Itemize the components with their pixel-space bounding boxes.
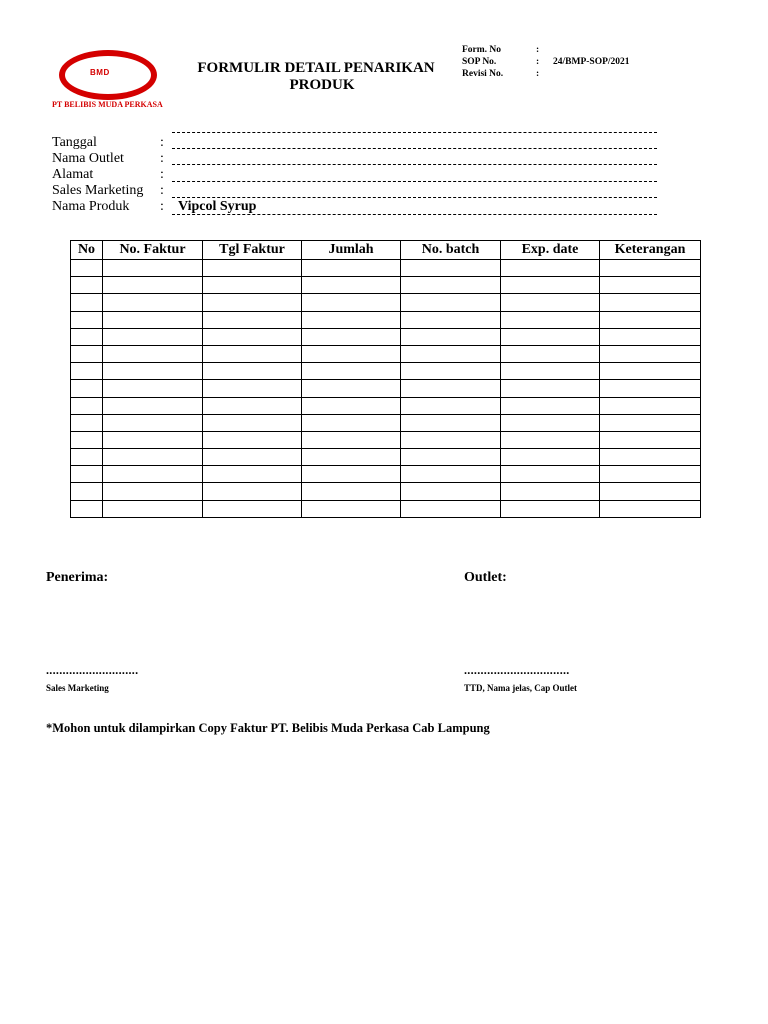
table-cell[interactable] [401, 277, 501, 294]
table-cell[interactable] [103, 328, 203, 345]
table-cell[interactable] [501, 466, 600, 483]
tanggal-field[interactable] [172, 148, 657, 149]
col-header-jumlah: Jumlah [302, 241, 401, 260]
table-cell[interactable] [600, 431, 701, 448]
sop-no-label: SOP No. [462, 57, 497, 67]
table-cell[interactable] [600, 466, 701, 483]
nama-outlet-field[interactable] [172, 164, 657, 165]
table-cell[interactable] [103, 500, 203, 517]
table-cell[interactable] [600, 328, 701, 345]
col-header-exp-date: Exp. date [501, 241, 600, 260]
table-cell[interactable] [302, 431, 401, 448]
table-cell[interactable] [71, 277, 103, 294]
table-cell[interactable] [203, 397, 302, 414]
table-cell[interactable] [501, 414, 600, 431]
table-cell[interactable] [501, 431, 600, 448]
table-cell[interactable] [401, 483, 501, 500]
table-cell[interactable] [501, 380, 600, 397]
nama-produk-field[interactable] [172, 214, 657, 215]
table-cell[interactable] [401, 397, 501, 414]
table-cell[interactable] [203, 449, 302, 466]
table-cell[interactable] [203, 294, 302, 311]
table-cell[interactable] [501, 345, 600, 362]
table-cell[interactable] [71, 345, 103, 362]
table-cell[interactable] [103, 483, 203, 500]
table-cell[interactable] [71, 449, 103, 466]
table-cell[interactable] [103, 380, 203, 397]
table-row [71, 345, 701, 362]
revisi-no-label: Revisi No. [462, 69, 504, 79]
table-cell[interactable] [71, 466, 103, 483]
table-cell[interactable] [103, 414, 203, 431]
table-row [71, 449, 701, 466]
table-cell[interactable] [302, 294, 401, 311]
table-cell[interactable] [501, 311, 600, 328]
table-cell[interactable] [71, 380, 103, 397]
table-cell[interactable] [103, 277, 203, 294]
table-cell[interactable] [103, 260, 203, 277]
table-cell[interactable] [501, 294, 600, 311]
col-header-tgl-faktur: Tgl Faktur [203, 241, 302, 260]
table-row [71, 397, 701, 414]
table-cell[interactable] [302, 380, 401, 397]
table-cell[interactable] [71, 328, 103, 345]
table-cell[interactable] [600, 483, 701, 500]
outlet-heading: Outlet: [464, 570, 507, 585]
outlet-caption: TTD, Nama jelas, Cap Outlet [464, 683, 577, 693]
revisi-no-colon: : [536, 69, 540, 79]
table-row [71, 363, 701, 380]
table-cell[interactable] [71, 500, 103, 517]
table-cell[interactable] [501, 397, 600, 414]
table-cell[interactable] [203, 311, 302, 328]
table-cell[interactable] [302, 397, 401, 414]
table-cell[interactable] [401, 345, 501, 362]
table-cell[interactable] [71, 260, 103, 277]
table-cell[interactable] [600, 260, 701, 277]
table-cell[interactable] [302, 483, 401, 500]
table-row [71, 294, 701, 311]
nama-produk-value: Vipcol Syrup [178, 199, 257, 214]
form-meta-labels [462, 44, 503, 80]
table-cell[interactable] [71, 483, 103, 500]
table-cell[interactable] [302, 277, 401, 294]
table-cell[interactable] [302, 500, 401, 517]
table-header-row [71, 241, 701, 260]
table-cell[interactable] [600, 449, 701, 466]
table-cell[interactable] [401, 363, 501, 380]
table-cell[interactable] [203, 363, 302, 380]
table-cell[interactable] [103, 449, 203, 466]
table-cell[interactable] [103, 431, 203, 448]
table-cell[interactable] [302, 328, 401, 345]
table-cell[interactable] [302, 414, 401, 431]
table-cell[interactable] [401, 431, 501, 448]
form-no-value [553, 44, 630, 56]
table-row [71, 380, 701, 397]
tanggal-line-upper [172, 132, 657, 133]
sales-marketing-field[interactable] [172, 197, 657, 198]
sop-no-colon: : [536, 57, 540, 67]
table-row [71, 414, 701, 431]
table-cell[interactable] [203, 414, 302, 431]
table-cell[interactable] [103, 466, 203, 483]
table-cell[interactable] [501, 260, 600, 277]
table-cell[interactable] [203, 277, 302, 294]
tanggal-colon: : [160, 135, 164, 150]
logo-text: BMD [90, 68, 110, 77]
table-cell[interactable] [600, 294, 701, 311]
sales-marketing-label: Sales Marketing [52, 183, 144, 198]
table-cell[interactable] [401, 260, 501, 277]
table-row [71, 311, 701, 328]
table-row [71, 277, 701, 294]
table-body [71, 260, 701, 518]
table-cell[interactable] [302, 466, 401, 483]
col-header-no: No [71, 241, 103, 260]
table-cell[interactable] [203, 483, 302, 500]
table-cell[interactable] [71, 397, 103, 414]
col-header-no-faktur: No. Faktur [103, 241, 203, 260]
table-cell[interactable] [600, 414, 701, 431]
table-cell[interactable] [203, 260, 302, 277]
table-row [71, 431, 701, 448]
outlet-signature-line[interactable]: ................................ [464, 663, 570, 677]
table-cell[interactable] [401, 500, 501, 517]
col-header-keterangan: Keterangan [600, 241, 701, 260]
alamat-label: Alamat [52, 167, 94, 182]
revisi-no-value [553, 68, 630, 80]
table-cell[interactable] [501, 449, 600, 466]
penerima-caption: Sales Marketing [46, 683, 109, 693]
table-cell[interactable] [203, 345, 302, 362]
form-title [186, 60, 446, 94]
table-cell[interactable] [203, 466, 302, 483]
form-meta-values [553, 44, 630, 80]
table-cell[interactable] [203, 380, 302, 397]
table-cell[interactable] [71, 363, 103, 380]
table-cell[interactable] [600, 311, 701, 328]
form-no-colon: : [536, 45, 540, 55]
table-row [71, 328, 701, 345]
penerima-heading: Penerima: [46, 570, 109, 585]
sop-no-value: 24/BMP-SOP/2021 [553, 57, 630, 67]
table-row [71, 260, 701, 277]
table-cell[interactable] [501, 328, 600, 345]
table-cell[interactable] [401, 414, 501, 431]
table-cell[interactable] [401, 294, 501, 311]
table-cell[interactable] [302, 363, 401, 380]
table-cell[interactable] [71, 414, 103, 431]
table-cell[interactable] [203, 431, 302, 448]
alamat-colon: : [160, 167, 164, 182]
table-cell[interactable] [302, 449, 401, 466]
table-row [71, 466, 701, 483]
nama-outlet-label: Nama Outlet [52, 151, 124, 166]
col-header-no-batch: No. batch [401, 241, 501, 260]
table-cell[interactable] [302, 311, 401, 328]
tanggal-label: Tanggal [52, 135, 97, 150]
table-cell[interactable] [600, 363, 701, 380]
nama-outlet-colon: : [160, 151, 164, 166]
table-cell[interactable] [203, 328, 302, 345]
table-cell[interactable] [103, 363, 203, 380]
table-cell[interactable] [71, 311, 103, 328]
alamat-field[interactable] [172, 181, 657, 182]
table-cell[interactable] [103, 397, 203, 414]
form-meta-colons [536, 44, 539, 80]
table-cell[interactable] [600, 380, 701, 397]
table-cell[interactable] [302, 345, 401, 362]
table-cell[interactable] [401, 328, 501, 345]
company-name: PT BELIBIS MUDA PERKASA [52, 100, 163, 109]
footer-note: *Mohon untuk dilampirkan Copy Faktur PT. Belibis Muda Perkasa Cab Lampung [46, 721, 490, 735]
table-cell[interactable] [401, 311, 501, 328]
table-cell[interactable] [600, 345, 701, 362]
table-cell[interactable] [501, 277, 600, 294]
table-cell[interactable] [71, 294, 103, 311]
table-cell[interactable] [103, 345, 203, 362]
table-cell[interactable] [103, 311, 203, 328]
table-cell[interactable] [501, 500, 600, 517]
table-cell[interactable] [600, 277, 701, 294]
table-row [71, 500, 701, 517]
form-no-label: Form. No [462, 45, 502, 55]
table-cell[interactable] [501, 363, 600, 380]
nama-produk-label: Nama Produk [52, 199, 130, 214]
table-row [71, 483, 701, 500]
penerima-signature-line[interactable]: ............................ [46, 663, 139, 677]
form-title-line1: FORMULIR DETAIL PENARIKAN [197, 60, 435, 76]
table-cell[interactable] [302, 260, 401, 277]
form-title-line2: PRODUK [289, 77, 355, 93]
withdrawal-table [70, 240, 701, 518]
table-cell[interactable] [401, 380, 501, 397]
table-cell[interactable] [71, 431, 103, 448]
table-cell[interactable] [401, 449, 501, 466]
table-cell[interactable] [600, 397, 701, 414]
table-cell[interactable] [401, 466, 501, 483]
table-cell[interactable] [103, 294, 203, 311]
table-cell[interactable] [600, 500, 701, 517]
table-cell[interactable] [203, 500, 302, 517]
table-cell[interactable] [501, 483, 600, 500]
sales-marketing-colon: : [160, 183, 164, 198]
nama-produk-colon: : [160, 199, 164, 214]
